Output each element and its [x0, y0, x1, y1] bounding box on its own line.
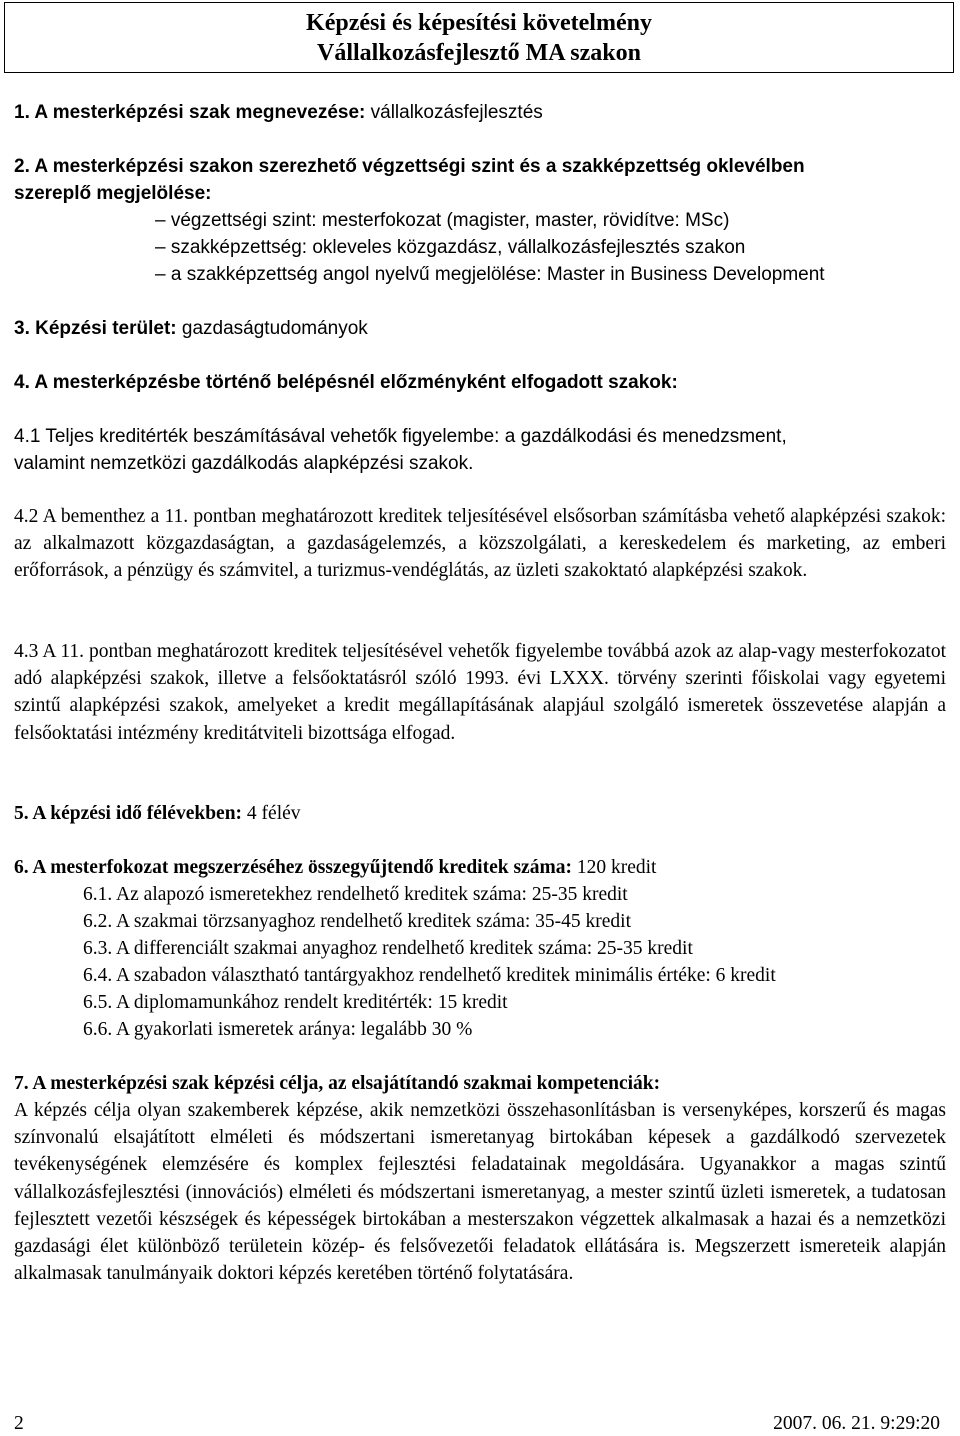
section-3-value: gazdaságtudományok	[176, 318, 368, 339]
document-title: Képzési és képesítési követelmény	[306, 10, 652, 36]
section-7-paragraph: A képzés célja olyan szakemberek képzése, akik nemzetközi összehasonlításban is versenyképes, korszerű és magas színvonalú elsajátított elméleti és módszertani ismeretanyag birtokában képesek a gazdálkodó szervezetek tevékenységének elemzésére és komplex fejlesztési feladatainak megoldására. Ugyanakkor a magas szintű vállalkozásfejlesztési (innovációs) elméleti és módszertani ismeretanyag, a mester szintű üzleti ismeretek, a tudatosan fejlesztett vezetői készségek és képességek birtokában a mesterszakon végzettek alkalmasak a hazai és a nemzetközi gazdasági élet különböző területein közép- és felsővezetői feladatok ellátására is. Megszerzett ismereteik alapján alkalmasak tanulmányaik doktori képzés keretében történő folytatására.	[14, 1100, 946, 1285]
print-datetime: 2007. 06. 21. 9:29:20	[773, 1413, 940, 1434]
section-2-heading-line2: szereplő megjelölése:	[14, 183, 212, 204]
section-1	[14, 99, 543, 126]
section-5-value: 4 félév	[242, 803, 301, 824]
section-6-item: 6.3. A differenciált szakmai anyaghoz rendelhető kreditek száma: 25-35 kredit	[83, 938, 693, 959]
section-6-item: 6.4. A szabadon választható tantárgyakhoz rendelhető kreditek minimális értéke: 6 kredit	[83, 965, 776, 986]
section-7-heading: 7. A mesterképzési szak képzési célja, az elsajátítandó szakmai kompetenciák:	[14, 1073, 661, 1094]
section-6-label: 6. A mesterfokozat megszerzéséhez összegyűjtendő kreditek száma:	[14, 857, 572, 878]
page-number: 2	[14, 1413, 24, 1434]
section-4-2-paragraph: 4.2 A bementhez a 11. pontban meghatározott kreditek teljesítésével elsősorban számításba vehető alapképzési szakok: az alkalmazott közgazdaságtan, a gazdaságelemzés, a közszolgálati, a kereskedelem és marketing, az emberi erőforrások, a pénzügy és számvitel, a turizmus-vendéglátás, az üzleti szakoktató alapképzési szakok.	[14, 506, 946, 582]
section-6-value: 120 kredit	[571, 857, 657, 878]
section-6-item: 6.1. Az alapozó ismeretekhez rendelhető kreditek száma: 25-35 kredit	[83, 884, 628, 905]
document-subtitle: Vállalkozásfejlesztő MA szakon	[317, 40, 641, 66]
section-3	[14, 315, 368, 342]
section-4-3-paragraph: 4.3 A 11. pontban meghatározott kreditek teljesítésével vehetők figyelembe továbbá azok az alap-vagy mesterfokozatot adó alapképzési szakok, illetve a felsőoktatásról szóló 1993. évi LXXX. törvény szerinti főiskolai vagy egyetemi szintű alapképzési szakok, amelyeket a kredit megállapításának alapjául szolgáló ismeretek összevetése alapján a felsőoktatási intézmény kreditátviteli bizottsága elfogad.	[14, 641, 946, 744]
section-1-value: vállalkozásfejlesztés	[365, 102, 543, 123]
section-6-item: 6.2. A szakmai törzsanyaghoz rendelhető kreditek száma: 35-45 kredit	[83, 911, 631, 932]
section-2-item: – a szakképzettség angol nyelvű megjelölése: Master in Business Development	[155, 264, 825, 285]
section-6	[14, 854, 656, 881]
section-5	[14, 800, 301, 827]
section-2-heading-line1: 2. A mesterképzési szakon szerezhető végzettségi szint és a szakképzettség oklevélben	[14, 156, 805, 177]
section-1-label: 1. A mesterképzési szak megnevezése:	[14, 102, 366, 123]
section-4-1-line1: 4.1 Teljes kreditérték beszámításával vehetők figyelembe: a gazdálkodási és menedzsment,	[14, 426, 787, 447]
section-6-item: 6.5. A diplomamunkához rendelt kreditérték: 15 kredit	[83, 992, 508, 1013]
section-4-heading: 4. A mesterképzésbe történő belépésnél előzményként elfogadott szakok:	[14, 372, 678, 393]
section-4-1-line2: valamint nemzetközi gazdálkodás alapképzési szakok.	[14, 453, 474, 474]
section-5-label: 5. A képzési idő félévekben:	[14, 803, 243, 824]
document-title-box	[4, 2, 954, 73]
section-2-item: – szakképzettség: okleveles közgazdász, vállalkozásfejlesztés szakon	[155, 237, 746, 258]
section-2-item: – végzettségi szint: mesterfokozat (magister, master, rövidítve: MSc)	[155, 210, 730, 231]
section-3-label: 3. Képzési terület:	[14, 318, 177, 339]
section-6-item: 6.6. A gyakorlati ismeretek aránya: legalább 30 %	[83, 1019, 473, 1040]
